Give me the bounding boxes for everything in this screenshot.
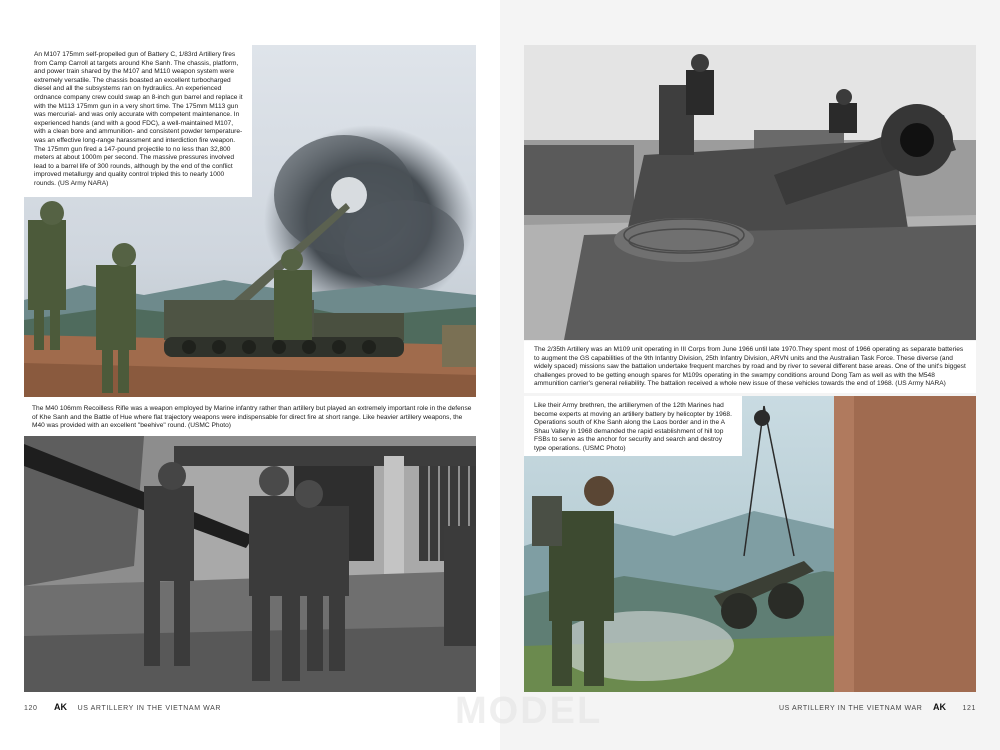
watermark-text: MODEL — [455, 690, 603, 732]
photo-m109 — [524, 45, 976, 340]
m109-image — [524, 45, 976, 340]
page-number-left: 120 — [24, 705, 38, 712]
photo-m40-recoilless — [24, 436, 476, 692]
ak-logo: AK — [54, 702, 68, 712]
caption-helicopter: Like their Army brethren, the artillerymen of the 12th Marines had become experts at moving an artillery battery by helicopter by 1968. Operations south of Khe Sanh along the Laos border and in the A Shau Valley in 1968 demanded the rapid establishment of hill top FSBs to serve as the anchor for security and search and destroy type operations. (USMC Photo) — [534, 402, 732, 452]
caption-m107: An M107 175mm self-propelled gun of Battery C, 1/83rd Artillery fires from Camp Carroll at targets around Khe Sanh. The chassis, platform, and power train shared by the M107 and M110 weapon system were extremely versatile. The chassis boasted an excellent turbocharged diesel and all the subsystems ran on hydraulics. An experienced ordnance company crew could swap an 8-inch gun barrel and replace it with the M113 175mm gun in a very short time. The 175mm M113 gun was mercurial- and was only accurate with competent maintenance. In experienced hands (and with a good FDC), a well-maintained M107, with a clean bore and ammunition- and consistent powder temperature- was an effective long-range harassment and interdiction fire weapon. The 175mm gun fired a 147-pound projectile to no less than 32,800 meters at about 1000m per second. The massive pressures involved lead to a barrel life of 300 rounds, although by the end of the conflict improved metallurgy and quality control tripled this to nearly 1000 rounds. (US Army NARA) — [34, 51, 243, 187]
right-page — [500, 0, 1000, 750]
footer-left — [24, 702, 221, 712]
caption-m40: The M40 106mm Recoilless Rifle was a weapon employed by Marine infantry rather than artillery but played an extremely important role in the defense of Khe Sanh and the Battle of Hue where flat trajectory weapons were indispensable for direct fire at short range. Like heavier artillery weapons, the M40 was provided with an excellent "beehive" round. (USMC Photo) — [32, 405, 472, 430]
book-title-right: US ARTILLERY IN THE VIETNAM WAR — [778, 705, 923, 712]
caption-m109: The 2/35th Artillery was an M109 unit operating in III Corps from June 1966 until late 1970.They spent most of 1966 operating as separate batteries to augment the GS capabilities of the 9th Infantry Division, 25th Infantry Division, ARVN units and the Australian Task Force. These diverse (and widely spaced) missions saw the battalion undertake frequent marches by road and by river to several different base areas. One of the unit's biggest challenges proved to be getting enough spares for M109s operating in the swampy conditions around Dong Tam as well as with the M548 ammunition carrier's general reliability. The battalion received a whole new issue of these vehicles towards the end of 1968. (US Army NARA) — [534, 346, 966, 388]
page-number-right: 121 — [962, 705, 976, 712]
book-title-left: US ARTILLERY IN THE VIETNAM WAR — [77, 705, 222, 712]
ak-logo-right: AK — [932, 702, 946, 712]
footer-right — [779, 702, 976, 712]
m40-recoilless-image — [24, 436, 476, 692]
